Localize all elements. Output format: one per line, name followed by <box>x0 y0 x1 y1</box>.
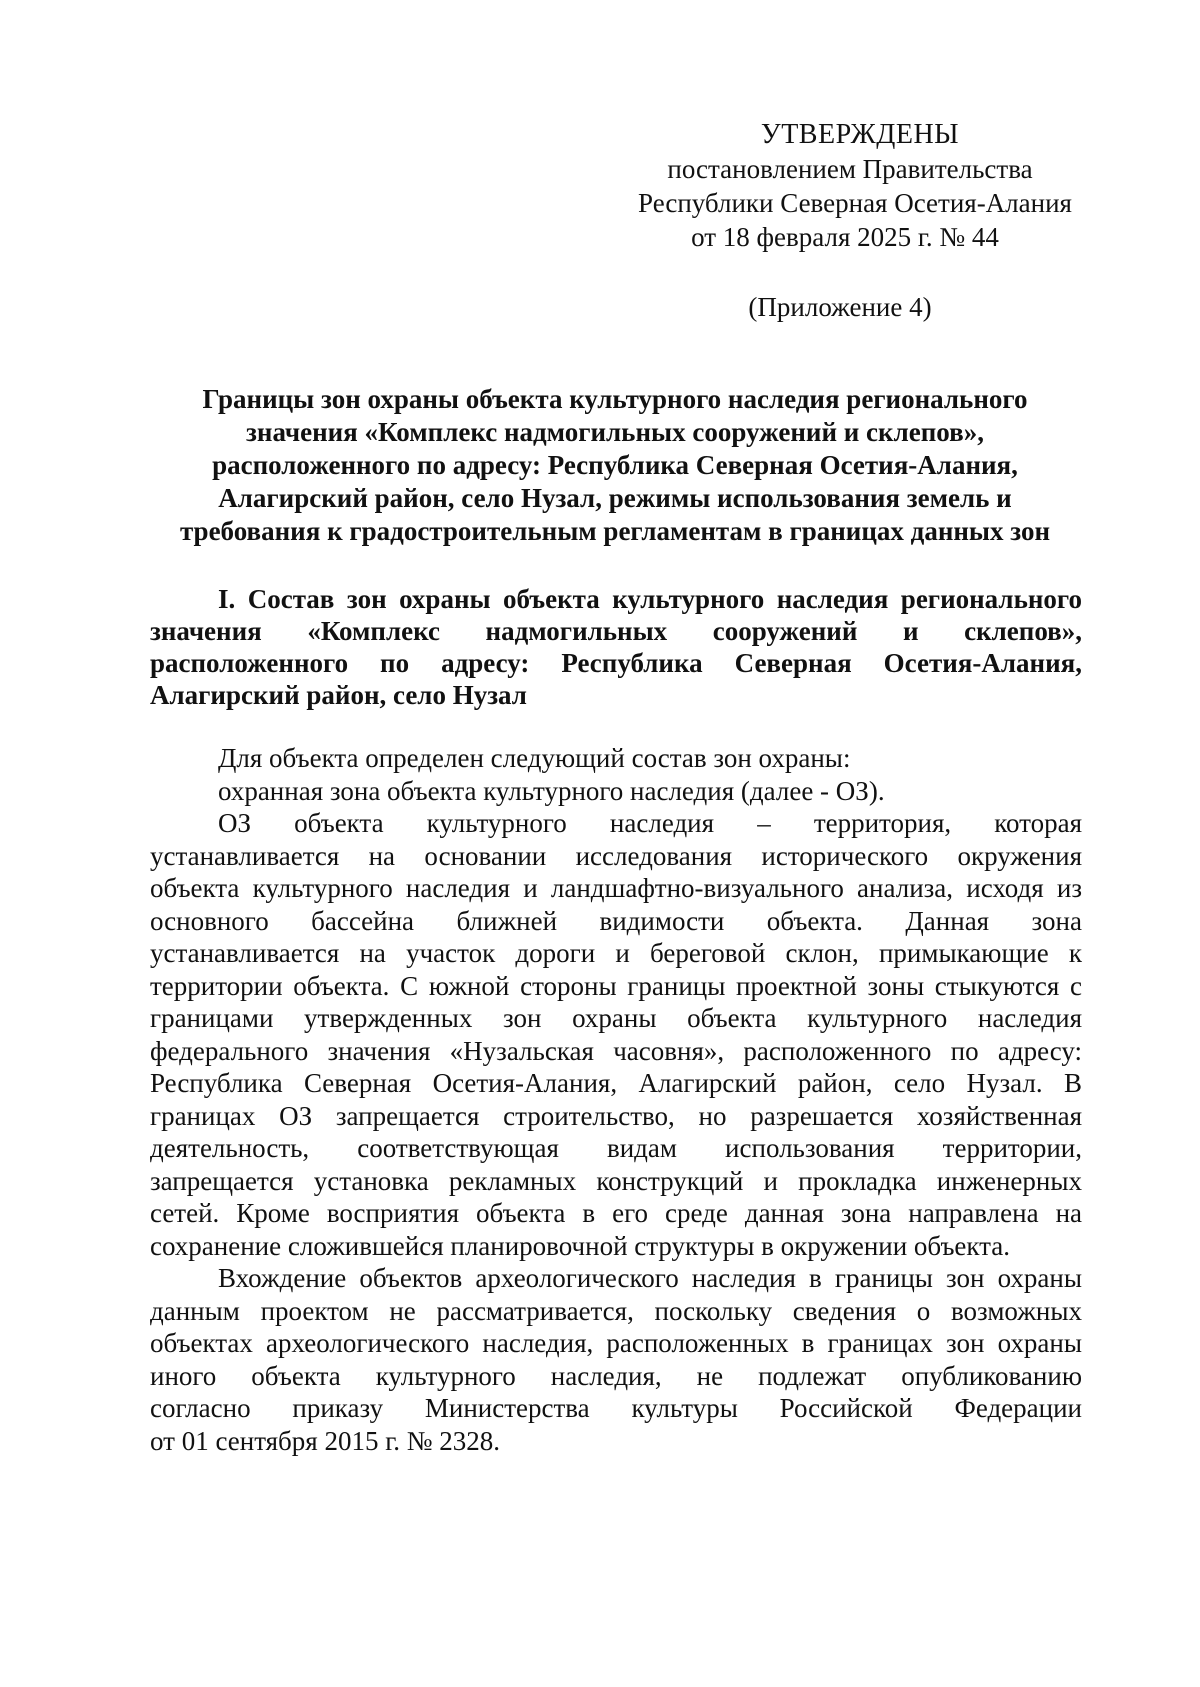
approval-block <box>600 118 1100 324</box>
body-line: территории объекта. С южной стороны границы проектной зоны стыкуются с <box>150 970 1082 1001</box>
approval-line-resolution: постановлением Правительства <box>667 154 1033 184</box>
body-line: устанавливается на участок дороги и береговой склон, примыкающие к <box>150 938 1082 968</box>
section-heading-line: I. Состав зон охраны объекта культурного наследия регионального <box>218 584 1082 614</box>
document-title <box>150 383 1080 548</box>
body-line: федерального значения «Нузальская часовня», расположенного по адресу: <box>150 1035 1082 1066</box>
body-line: Вхождение объектов археологического наследия в границы зон охраны <box>218 1263 1082 1293</box>
approval-title: УТВЕРЖДЕНЫ <box>760 119 960 150</box>
body-line: запрещается установка рекламных конструкций и прокладка инженерных <box>150 1165 1082 1196</box>
body-line: объекта культурного наследия и ландшафтно-визуального анализа, исходя из <box>150 873 1082 903</box>
body-line: Для объекта определен следующий состав зон охраны: <box>218 743 851 773</box>
body-line: объектах археологического наследия, расположенных в границах зон охраны <box>150 1328 1082 1358</box>
approval-line-date: от 18 февраля 2025 г. № 44 <box>691 222 999 252</box>
appendix-label: (Приложение 4) <box>748 292 932 322</box>
body-line: деятельность, соответствующая видам использования территории, <box>150 1133 1082 1163</box>
section-heading-line: расположенного по адресу: Республика Северная Осетия-Алания, <box>150 648 1082 678</box>
body-line: ОЗ объекта культурного наследия – территория, которая <box>218 808 1082 838</box>
body-line: охранная зона объекта культурного наследия (далее - ОЗ). <box>218 775 885 806</box>
body-line: иного объекта культурного наследия, не подлежат опубликованию <box>150 1360 1082 1391</box>
body-line: границах ОЗ запрещается строительство, но разрешается хозяйственная <box>150 1100 1082 1131</box>
title-line: расположенного по адресу: Республика Северная Осетия-Алания, <box>212 450 1018 480</box>
body-line: сохранение сложившейся планировочной структуры в окружении объекта. <box>150 1230 1011 1261</box>
title-line: Алагирский район, село Нузал, режимы использования земель и <box>218 483 1012 513</box>
section-heading-line: значения «Комплекс надмогильных сооружений и склепов», <box>150 616 1082 646</box>
body-line: границами утвержденных зон охраны объекта культурного наследия <box>150 1003 1082 1033</box>
title-line: требования к градостроительным регламентам в границах данных зон <box>179 516 1051 546</box>
section-heading-line: Алагирский район, село Нузал <box>150 680 527 710</box>
body-line: основного бассейна ближней видимости объекта. Данная зона <box>150 905 1082 936</box>
body-line: данным проектом не рассматривается, поскольку сведения о возможных <box>150 1295 1082 1326</box>
body-line: устанавливается на основании исследования исторического окружения <box>150 840 1082 871</box>
section-heading <box>150 583 1082 711</box>
approval-line-republic: Республики Северная Осетия-Алания <box>638 188 1072 218</box>
body-line: Республика Северная Осетия-Алания, Алагирский район, село Нузал. В <box>150 1068 1082 1098</box>
body-line: согласно приказу Министерства культуры Российской Федерации <box>150 1393 1082 1423</box>
title-line: Границы зон охраны объекта культурного наследия регионального <box>202 384 1028 414</box>
title-line: значения «Комплекс надмогильных сооружений и склепов», <box>246 417 984 447</box>
body-line: сетей. Кроме восприятия объекта в его среде данная зона направлена на <box>150 1198 1082 1228</box>
body-line: от 01 сентября 2015 г. № 2328. <box>150 1425 500 1456</box>
body-text <box>150 742 1082 1457</box>
